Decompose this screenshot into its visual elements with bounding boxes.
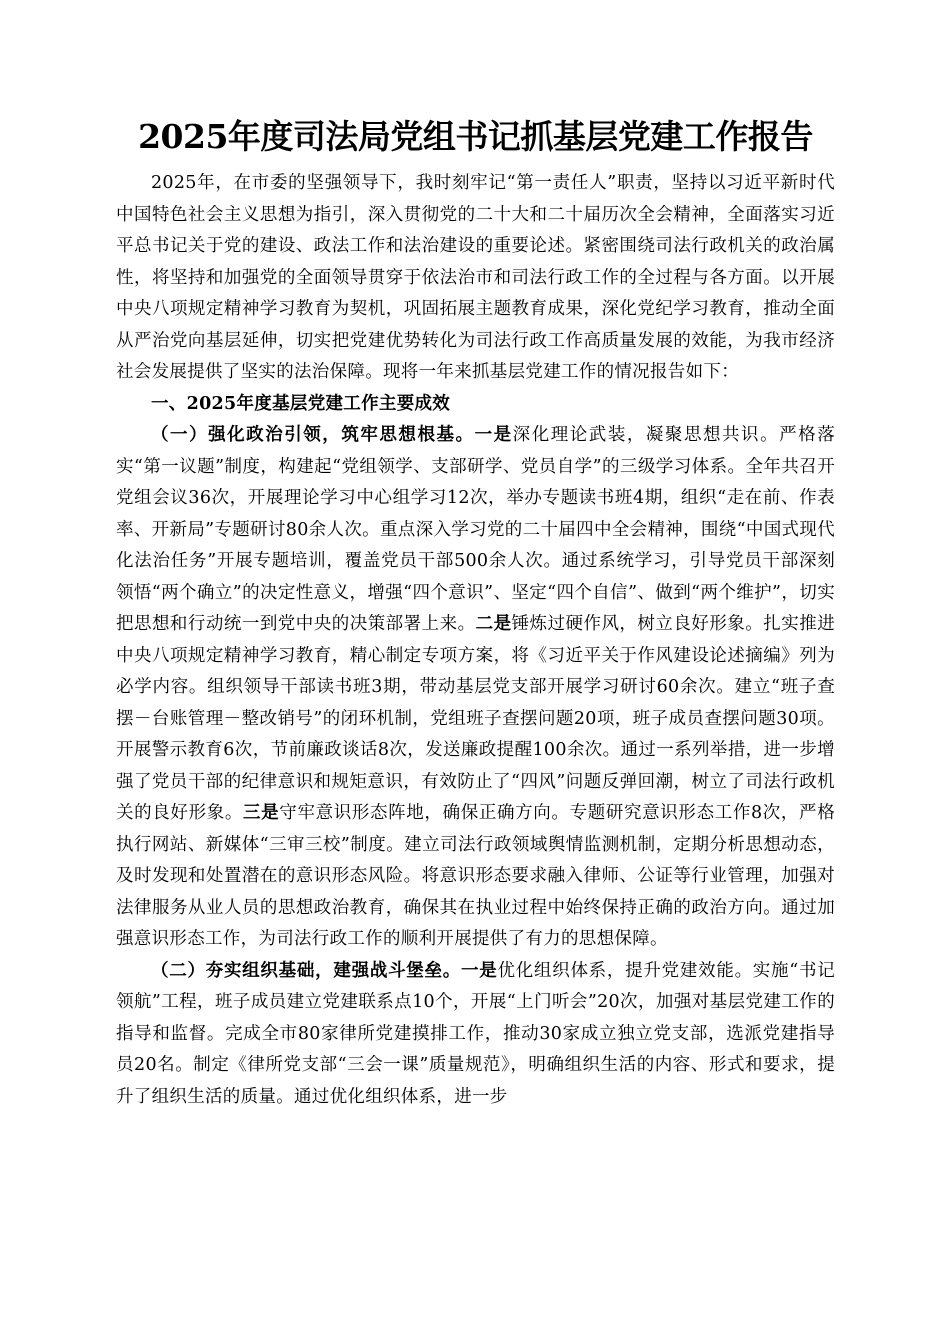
subsection-1-paragraph [116, 420, 835, 956]
subsection-1-heading: （一）强化政治引领，筑牢思想根基。 [151, 425, 475, 445]
document-title: 2025年度司法局党组书记抓基层党建工作报告 [138, 117, 813, 156]
document-page [116, 114, 835, 1113]
section-heading: 一、2025年度基层党建工作主要成效 [151, 393, 451, 414]
point-text: 守牢意识形态阵地，确保正确方向。专题研究意识形态工作8次，严格执行网站、新媒体“三审三校”制度。建立司法行政领域舆情监测机制，定期分析思想动态，及时发现和处置潜在的意识形态风险。将意识形态要求融入律师、公证等行业管理，加强对法律服务从业人员的思想政治教育，确保其在执业过程中始终保持正确的政治方向。通过加强意识形态工作，为司法行政工作的顺利开展提供了有力的思想保障。 [116, 803, 835, 949]
point-text: 深化理论武装，凝聚思想共识。严格落实“第一议题”制度，构建起“党组领学、支部研学、党员自学”的三级学习体系。全年共召开党组会议36次，开展理论学习中心组学习12次，举办专题读书班4期，组织“走在前、作表率、开新局”专题研讨80余人次。重点深入学习党的二十届四中全会精神，围绕“中国式现代化法治任务”开展专题培训，覆盖党员干部500余人次。通过系统学习，引导党员干部深刻领悟“两个确立”的决定性意义，增强“四个意识”、坚定“四个自信”、做到“两个维护”，切实把思想和行动统一到党中央的决策部署上来。 [116, 425, 835, 634]
subsection-2-paragraph [116, 956, 835, 1114]
point-text: 优化组织体系，提升党建效能。实施“书记领航”工程，班子成员建立党建联系点10个，开展“上门听会”20次，加强对基层党建工作的指导和监督。完成全市80家律所党建摸排工作，推动30家成立独立党支部，选派党建指导员20名。制定《律所党支部“三会一课”质量规范》，明确组织生活的内容、形式和要求，提升了组织生活的质量。通过优化组织体系，进一步 [116, 960, 835, 1107]
intro-paragraph: 2025年，在市委的坚强领导下，我时刻牢记“第一责任人”职责，坚持以习近平新时代中国特色社会主义思想为指引，深入贯彻党的二十大和二十届历次全会精神，全面落实习近平总书记关于党的建设、政法工作和法治建设的重要论述。紧密围绕司法行政机关的政治属性，将坚持和加强党的全面领导贯穿于依法治市和司法行政工作的全过程与各方面。以开展中央八项规定精神学习教育为契机，巩固拓展主题教育成果，深化党纪学习教育，推动全面从严治党向基层延伸，切实把党建优势转化为司法行政工作高质量发展的效能，为我市经济社会发展提供了坚实的法治保障。现将一年来抓基层党建工作的情况报告如下： [116, 173, 835, 382]
point-lead: 一是 [461, 960, 498, 981]
point-text: 锤炼过硬作风，树立良好形象。扎实推进中央八项规定精神学习教育，精心制定专项方案，将《习近平关于作风建设论述摘编》列为必学内容。组织领导干部读书班3期，带动基层党支部开展学习研讨60余次。建立“班子查摆－台账管理－整改销号”的闭环机制，党组班子查摆问题20项，班子成员查摆问题30项。开展警示教育6次，节前廉政谈话8次，发送廉政提醒100余次。通过一系列举措，进一步增强了党员干部的纪律意识和规矩意识，有效防止了“四风”问题反弹回潮，树立了司法行政机关的良好形象。 [116, 614, 836, 823]
point-lead: 三是 [243, 803, 280, 823]
subsection-2-heading: （二）夯实组织基础，建强战斗堡垒。 [151, 960, 462, 981]
point-lead: 一是 [474, 425, 513, 445]
point-lead: 二是 [475, 614, 512, 634]
